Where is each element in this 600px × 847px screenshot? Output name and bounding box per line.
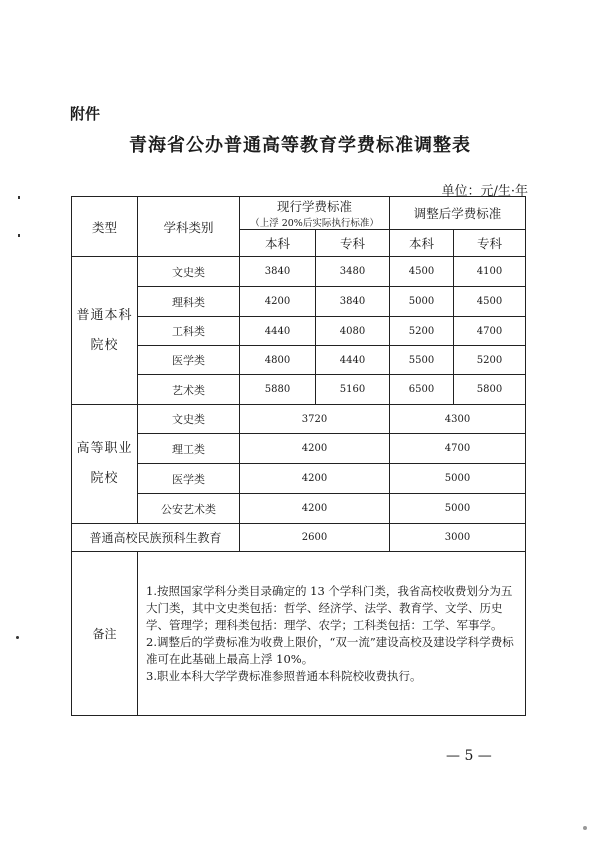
table-row xyxy=(72,317,526,346)
value-cell: 6500 xyxy=(390,375,454,405)
header-adjusted: 调整后学费标准 xyxy=(390,197,526,230)
unit-label: 单位：元/生·年 xyxy=(441,184,528,199)
table-row xyxy=(72,375,526,405)
note-item: 2.调整后的学费标准为收费上限价，“双一流”建设高校及建设学科学费标准可在此基础上最高上浮 10%。 xyxy=(146,634,514,666)
attachment-label: 附件 xyxy=(70,105,101,123)
value-cell: 5800 xyxy=(454,375,526,405)
value-cell: 4440 xyxy=(316,346,390,375)
value-cell: 5000 xyxy=(390,464,526,494)
table-row xyxy=(72,405,526,434)
value-cell: 4700 xyxy=(454,317,526,346)
subject-cell: 理工类 xyxy=(138,434,240,464)
notes-content xyxy=(138,552,526,716)
note-item: 3.职业本科大学学费标准参照普通本科院校收费执行。 xyxy=(146,668,422,683)
group-vocational-line1: 高等职业 xyxy=(76,441,133,456)
value-cell: 5200 xyxy=(390,317,454,346)
group-undergrad-line1: 普通本科 xyxy=(76,307,133,323)
value-cell: 4100 xyxy=(454,257,526,287)
scan-speck xyxy=(18,196,20,199)
header-current-college: 专科 xyxy=(316,230,390,257)
value-cell: 4300 xyxy=(390,405,526,434)
subject-cell: 文史类 xyxy=(138,405,240,434)
subject-cell: 艺术类 xyxy=(138,375,240,405)
subject-cell: 公安艺术类 xyxy=(138,494,240,524)
value-cell: 4700 xyxy=(390,434,526,464)
value-cell: 3840 xyxy=(316,287,390,317)
value-cell: 5880 xyxy=(240,375,316,405)
table-row xyxy=(72,524,526,552)
header-type: 类型 xyxy=(72,197,138,257)
scan-speck xyxy=(583,826,587,830)
value-cell: 4500 xyxy=(390,257,454,287)
value-cell: 5160 xyxy=(316,375,390,405)
header-adjusted-college: 专科 xyxy=(454,230,526,257)
value-cell: 3000 xyxy=(390,524,526,552)
fee-table xyxy=(71,196,526,716)
value-cell: 5000 xyxy=(390,287,454,317)
scan-speck xyxy=(16,636,19,639)
page-title: 青海省公办普通高等教育学费标准调整表 xyxy=(129,135,471,156)
table-row xyxy=(72,287,526,317)
value-cell: 5200 xyxy=(454,346,526,375)
subject-cell: 文史类 xyxy=(138,257,240,287)
group-undergrad-cell xyxy=(72,257,138,405)
table-row xyxy=(72,346,526,375)
value-cell: 4200 xyxy=(240,494,390,524)
value-cell: 4200 xyxy=(240,464,390,494)
value-cell: 3720 xyxy=(240,405,390,434)
value-cell: 4500 xyxy=(454,287,526,317)
subject-cell: 医学类 xyxy=(138,464,240,494)
notes-row xyxy=(72,552,526,716)
value-cell: 4440 xyxy=(240,317,316,346)
value-cell: 4200 xyxy=(240,287,316,317)
header-current-label: 现行学费标准 xyxy=(277,199,353,214)
header-current-undergrad: 本科 xyxy=(240,230,316,257)
value-cell: 4080 xyxy=(316,317,390,346)
value-cell: 5000 xyxy=(390,494,526,524)
table-row xyxy=(72,257,526,287)
value-cell: 2600 xyxy=(240,524,390,552)
table-row xyxy=(72,434,526,464)
page-number: — 5 — xyxy=(446,748,492,764)
value-cell: 4200 xyxy=(240,434,390,464)
group-vocational-line2: 院校 xyxy=(90,471,119,486)
header-current-note: （上浮 20%后实际执行标准） xyxy=(250,218,379,229)
table-row xyxy=(72,464,526,494)
header-subject: 学科类别 xyxy=(138,197,240,257)
subject-cell: 医学类 xyxy=(138,346,240,375)
header-adjusted-undergrad: 本科 xyxy=(390,230,454,257)
subject-cell: 理科类 xyxy=(138,287,240,317)
group-undergrad-line2: 院校 xyxy=(90,337,119,353)
value-cell: 4800 xyxy=(240,346,316,375)
header-current xyxy=(240,197,390,230)
value-cell: 3480 xyxy=(316,257,390,287)
subject-cell: 工科类 xyxy=(138,317,240,346)
value-cell: 3840 xyxy=(240,257,316,287)
notes-label: 备注 xyxy=(72,552,138,716)
scan-speck xyxy=(18,234,20,237)
table-row xyxy=(72,494,526,524)
group-vocational-cell xyxy=(72,405,138,524)
note-item: 1.按照国家学科分类目录确定的 13 个学科门类，我省高校收费划分为五大门类，其中文史类包括：哲学、经济学、法学、教育学、文学、历史学、管理学；理科类包括：理学、农学；工科类包括：工学、军事学。 xyxy=(146,583,513,632)
value-cell: 5500 xyxy=(390,346,454,375)
preparatory-label: 普通高校民族预科生教育 xyxy=(72,524,240,552)
